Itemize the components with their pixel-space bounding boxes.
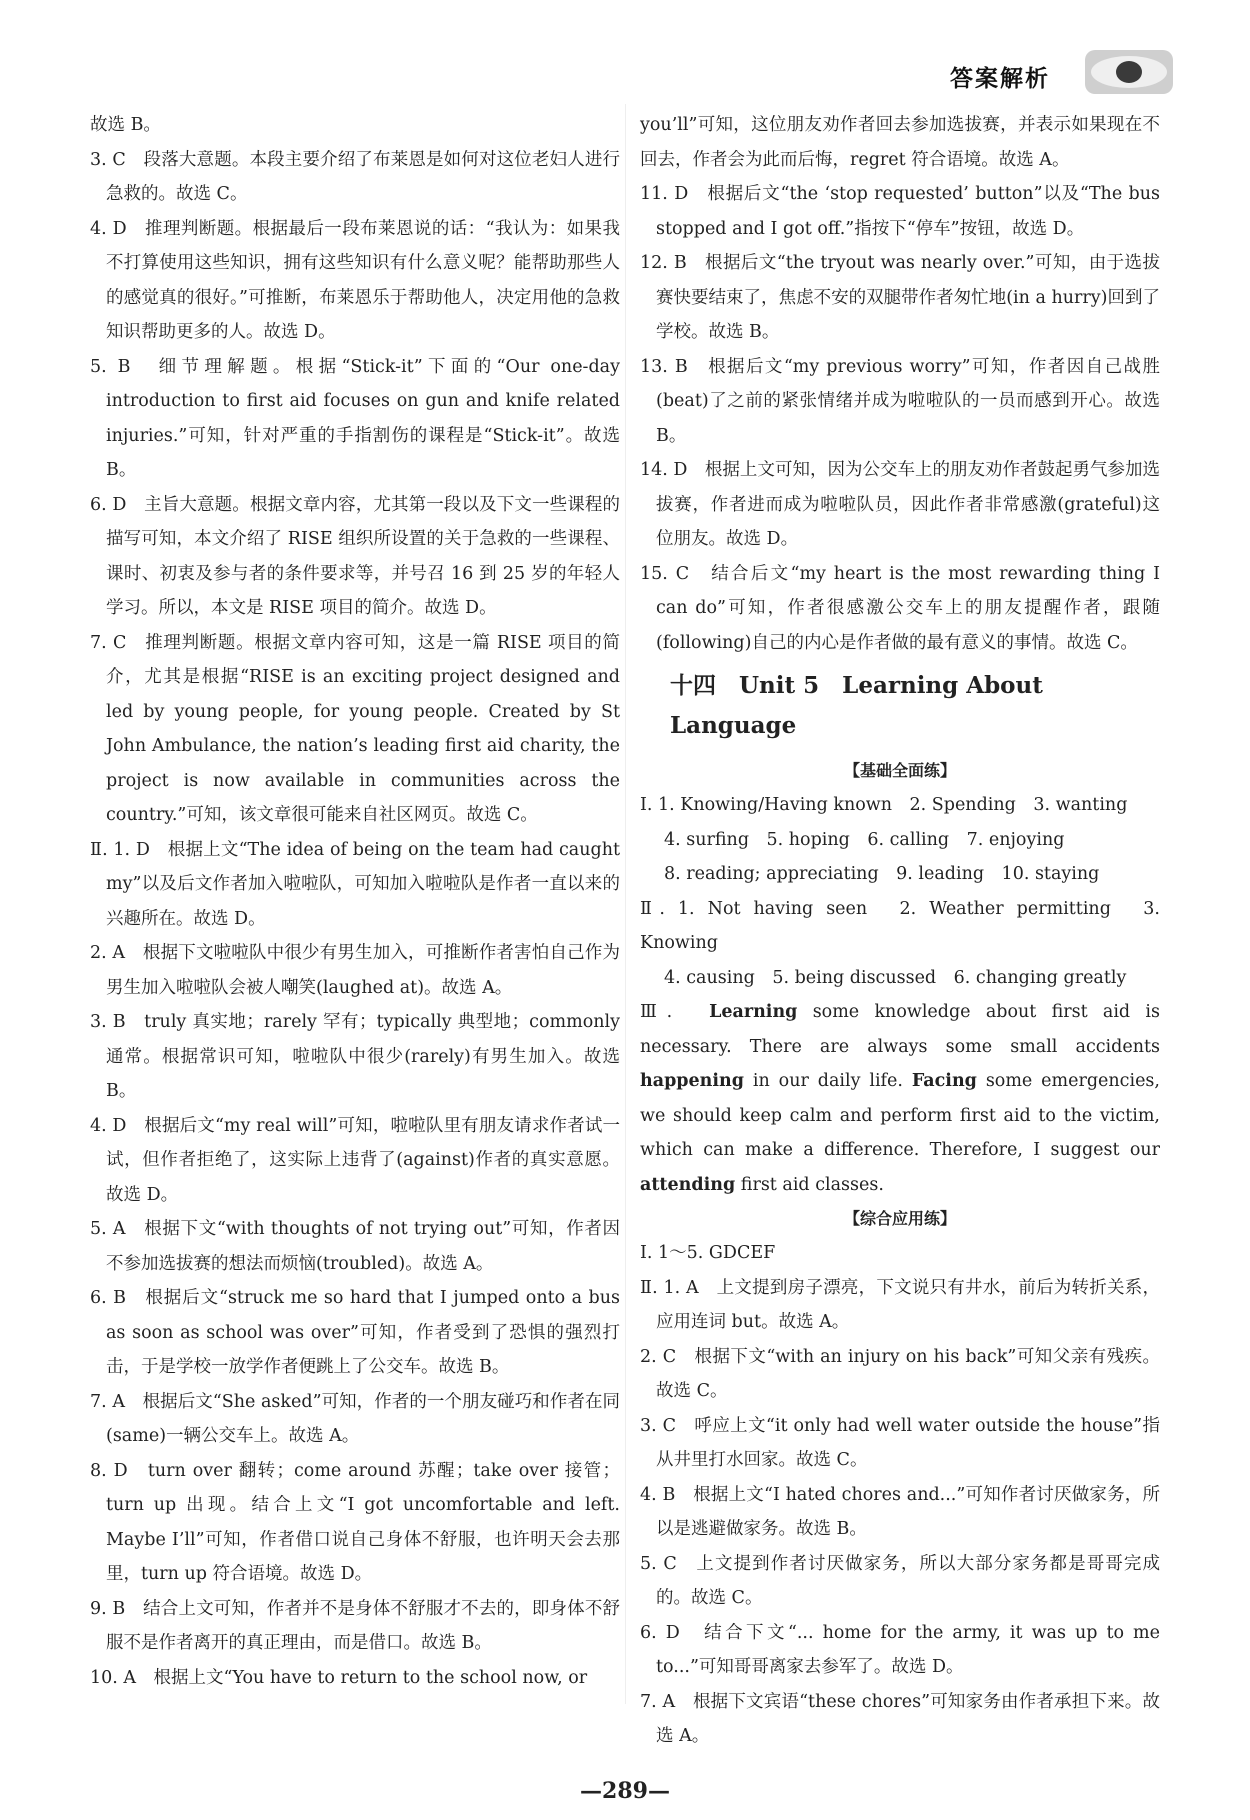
answer-paragraph: 10. A 根据上文“You have to return to the school now, or: [90, 1667, 588, 1688]
answer-paragraph: 3. C 呼应上文“it only had well water outside the house”指从井里打水回家。故选 C。: [640, 1415, 1160, 1470]
writing-answer: Ⅲ. Learning some knowledge about first aid is necessary. There are always some small accidents happening in our daily life. Facing some emergencies, we should keep calm and perform first aid to the victim, which can make a difference. Therefore, I suggest our attending first aid classes.: [640, 1002, 1160, 1195]
answer-paragraph: 7. A 根据后文“She asked”可知，作者的一个朋友碰巧和作者在同(same)一辆公交车上。故选 A。: [90, 1391, 620, 1446]
answer-paragraph: 2. C 根据下文“with an injury on his back”可知父亲有残疾。故选 C。: [640, 1346, 1160, 1401]
exercise-line: Ⅰ. 1～5. GDCEF: [640, 1243, 776, 1263]
subsection-title: 【基础全面练】: [843, 761, 956, 780]
answer-paragraph: 6. D 主旨大意题。根据文章内容，尤其第一段以及下文一些课程的描写可知，本文介绍了 RISE 组织所设置的关于急救的一些课程、课时、初衷及参与者的条件要求等，并号召 16 到 25 岁的年轻人学习。所以，本文是 RISE 项目的简介。故选 D。: [90, 494, 620, 618]
answer-paragraph: Ⅱ. 1. D 根据上文“The idea of being on the team had caught my”以及后文作者加入啦啦队，可知加入啦啦队是作者一直以来的兴趣所在。故选 D。: [90, 839, 620, 929]
answer-paragraph: 12. B 根据后文“the tryout was nearly over.”可知，由于选拔赛快要结束了，焦虑不安的双腿带作者匆忙地(in a hurry)回到了学校。故选 B。: [640, 253, 1160, 342]
answer-paragraph: you’ll”可知，这位朋友劝作者回去参加选拔赛，并表示如果现在不回去，作者会为此而后悔，regret 符合语境。故选 A。: [640, 115, 1160, 170]
column-divider: [625, 104, 626, 1704]
answer-paragraph: 4. D 根据后文“my real will”可知，啦啦队里有朋友请求作者试一试，但作者拒绝了，这实际上违背了(against)作者的真实意愿。故选 D。: [90, 1115, 620, 1205]
answer-paragraph: 7. C 推理判断题。根据文章内容可知，这是一篇 RISE 项目的简介，尤其是根据“RISE is an exciting project designed and led by young people, for young people. Created by St John Ambulance, the nation’s leading first aid charity, the project is now available in communities across the country.”可知，该文章很可能来自社区网页。故选 C。: [90, 632, 620, 825]
subsection-title: 【综合应用练】: [843, 1209, 956, 1228]
answer-paragraph: 7. A 根据下文宾语“these chores”可知家务由作者承担下来。故选 A。: [640, 1691, 1160, 1746]
answer-paragraph: 3. B truly 真实地；rarely 罕有；typically 典型地；commonly 通常。根据常识可知，啦啦队中很少(rarely)有男生加入。故选 B。: [90, 1012, 620, 1101]
answer-paragraph: 故选 B。: [90, 115, 161, 135]
answer-paragraph: 5. C 上文提到作者讨厌做家务，所以大部分家务都是哥哥完成的。故选 C。: [640, 1553, 1160, 1608]
right-column: [640, 108, 1160, 1754]
answer-paragraph: 11. D 根据后文“the ‘stop requested’ button”以及“The bus stopped and I got off.”指按下“停车”按钮，故选 D。: [640, 184, 1160, 239]
answer-paragraph: Ⅱ. 1. A 上文提到房子漂亮，下文说只有井水，前后为转折关系，应用连词 but。故选 A。: [640, 1277, 1160, 1332]
answer-paragraph: 2. A 根据下文啦啦队中很少有男生加入，可推断作者害怕自己作为男生加入啦啦队会被人嘲笑(laughed at)。故选 A。: [90, 943, 620, 998]
eye-logo-icon: [1085, 50, 1173, 94]
answer-paragraph: 9. B 结合上文可知，作者并不是身体不舒服才不去的，即身体不舒服不是作者离开的真正理由，而是借口。故选 B。: [90, 1598, 620, 1653]
answer-paragraph: 6. B 根据后文“struck me so hard that I jumped onto a bus as soon as school was over”可知，作者受到了恐惧的强烈打击，于是学校一放学作者便跳上了公交车。故选 B。: [90, 1288, 620, 1377]
exercise-line: 8. reading; appreciating 9. leading 10. staying: [664, 864, 1100, 884]
left-column: [90, 108, 620, 1695]
exercise-line: 4. surfing 5. hoping 6. calling 7. enjoying: [664, 829, 1065, 850]
answer-paragraph: 3. C 段落大意题。本段主要介绍了布莱恩是如何对这位老妇人进行急救的。故选 C。: [90, 149, 620, 204]
answer-paragraph: 4. D 推理判断题。根据最后一段布莱恩说的话：“我认为：如果我不打算使用这些知识，拥有这些知识有什么意义呢？能帮助那些人的感觉真的很好。”可推断，布莱恩乐于帮助他人，决定用他的急救知识帮助更多的人。故选 D。: [90, 218, 620, 342]
answer-paragraph: 14. D 根据上文可知，因为公交车上的朋友劝作者鼓起勇气参加选拔赛，作者进而成为啦啦队员，因此作者非常感激(grateful)这位朋友。故选 D。: [640, 460, 1160, 549]
answer-paragraph: 6. D 结合下文“... home for the army, it was up to me to...”可知哥哥离家去参军了。故选 D。: [640, 1622, 1160, 1677]
section-title: 十四 Unit 5 Learning About Language: [670, 672, 1043, 739]
exercise-line: Ⅱ. 1. Not having seen 2. Weather permitting 3. Knowing: [640, 898, 1160, 953]
header-title: 答案解析: [950, 66, 1050, 92]
exercise-line: 4. causing 5. being discussed 6. changing greatly: [664, 967, 1127, 988]
answer-paragraph: 8. D turn over 翻转；come around 苏醒；take over 接管；turn up 出现。结合上文“I got uncomfortable and left. Maybe I’ll”可知，作者借口说自己身体不舒服，也许明天会去那里，turn up 符合语境。故选 D。: [90, 1460, 620, 1584]
page-number: —289—: [580, 1778, 670, 1804]
answer-paragraph: 13. B 根据后文“my previous worry”可知，作者因自己战胜(beat)了之前的紧张情绪并成为啦啦队的一员而感到开心。故选 B。: [640, 356, 1160, 446]
answer-paragraph: 5. A 根据下文“with thoughts of not trying out”可知，作者因不参加选拔赛的想法而烦恼(troubled)。故选 A。: [90, 1219, 620, 1274]
answer-paragraph: 15. C 结合后文“my heart is the most rewarding thing I can do”可知，作者很感激公交车上的朋友提醒作者，跟随(following)自己的内心是作者做的最有意义的事情。故选 C。: [640, 563, 1160, 653]
answer-paragraph: 5. B 细节理解题。根据“Stick-it”下面的“Our one-day introduction to first aid focuses on gun and knife related injuries.”可知，针对严重的手指割伤的课程是“Stick-it”。故选 B。: [90, 356, 620, 480]
answer-paragraph: 4. B 根据上文“I hated chores and...”可知作者讨厌做家务，所以是逃避做家务。故选 B。: [640, 1484, 1160, 1539]
exercise-line: Ⅰ. 1. Knowing/Having known 2. Spending 3. wanting: [640, 795, 1128, 815]
